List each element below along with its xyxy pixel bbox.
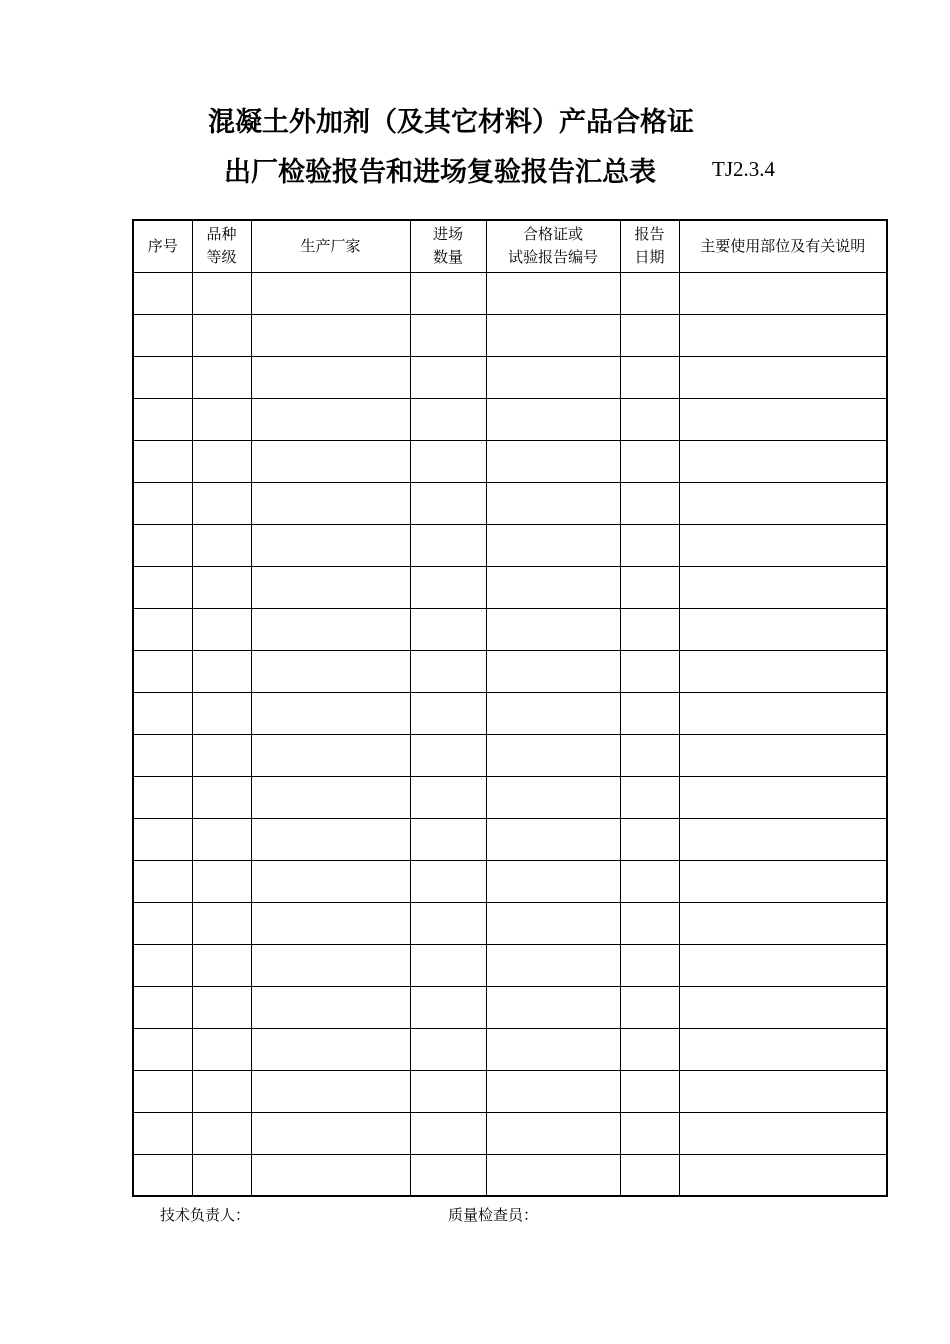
table-cell[interactable] xyxy=(192,650,251,692)
table-cell[interactable] xyxy=(620,314,679,356)
header-arrival-quantity: 进场 数量 xyxy=(410,220,486,272)
header-report-date: 报告 日期 xyxy=(620,220,679,272)
table-cell[interactable] xyxy=(192,1154,251,1196)
table-cell[interactable] xyxy=(133,1154,192,1196)
table-cell[interactable] xyxy=(679,1028,887,1070)
table-cell[interactable] xyxy=(251,776,410,818)
table-cell[interactable] xyxy=(486,860,620,902)
table-cell[interactable] xyxy=(251,986,410,1028)
table-cell[interactable] xyxy=(486,1154,620,1196)
table-cell[interactable] xyxy=(486,902,620,944)
table-cell[interactable] xyxy=(620,272,679,314)
header-variety-grade: 品种 等级 xyxy=(192,220,251,272)
table-cell[interactable] xyxy=(251,1112,410,1154)
table-cell[interactable] xyxy=(133,314,192,356)
table-row xyxy=(133,608,887,650)
table-row xyxy=(133,1154,887,1196)
table-cell[interactable] xyxy=(410,482,486,524)
header-certificate-number: 合格证或 试验报告编号 xyxy=(486,220,620,272)
summary-table xyxy=(132,219,888,1197)
table-cell[interactable] xyxy=(679,944,887,986)
table-cell[interactable] xyxy=(192,482,251,524)
table-cell[interactable] xyxy=(410,1112,486,1154)
document-title-line1: 混凝土外加剂（及其它材料）产品合格证 xyxy=(208,107,694,138)
table-cell[interactable] xyxy=(192,818,251,860)
table-row xyxy=(133,398,887,440)
table-cell[interactable] xyxy=(410,776,486,818)
table-cell[interactable] xyxy=(410,818,486,860)
table-row xyxy=(133,482,887,524)
table-cell[interactable] xyxy=(620,1028,679,1070)
table-cell[interactable] xyxy=(133,1070,192,1112)
table-cell[interactable] xyxy=(620,650,679,692)
table-cell[interactable] xyxy=(251,272,410,314)
table-cell[interactable] xyxy=(620,482,679,524)
table-cell[interactable] xyxy=(410,1070,486,1112)
table-cell[interactable] xyxy=(251,902,410,944)
table-cell[interactable] xyxy=(133,902,192,944)
table-cell[interactable] xyxy=(251,356,410,398)
table-cell[interactable] xyxy=(192,356,251,398)
table-cell[interactable] xyxy=(620,608,679,650)
table-row xyxy=(133,902,887,944)
table-cell[interactable] xyxy=(410,608,486,650)
table-cell[interactable] xyxy=(620,734,679,776)
table-cell[interactable] xyxy=(133,860,192,902)
table-cell[interactable] xyxy=(679,440,887,482)
table-body xyxy=(133,272,887,1196)
table-cell[interactable] xyxy=(486,398,620,440)
table-cell[interactable] xyxy=(486,1028,620,1070)
table-cell[interactable] xyxy=(251,860,410,902)
table-row xyxy=(133,650,887,692)
table-cell[interactable] xyxy=(133,1028,192,1070)
table-cell[interactable] xyxy=(620,692,679,734)
table-cell[interactable] xyxy=(410,272,486,314)
table-cell[interactable] xyxy=(192,944,251,986)
table-cell[interactable] xyxy=(620,986,679,1028)
table-cell[interactable] xyxy=(251,482,410,524)
table-cell[interactable] xyxy=(679,986,887,1028)
table-cell[interactable] xyxy=(192,692,251,734)
table-cell[interactable] xyxy=(679,272,887,314)
table-cell[interactable] xyxy=(679,692,887,734)
table-cell[interactable] xyxy=(133,482,192,524)
table-cell[interactable] xyxy=(410,398,486,440)
table-cell[interactable] xyxy=(620,524,679,566)
table-row xyxy=(133,440,887,482)
table-cell[interactable] xyxy=(486,944,620,986)
table-cell[interactable] xyxy=(679,356,887,398)
table-header-row xyxy=(133,220,887,272)
table-cell[interactable] xyxy=(410,1154,486,1196)
table-cell[interactable] xyxy=(679,734,887,776)
table-cell[interactable] xyxy=(192,986,251,1028)
table-cell[interactable] xyxy=(410,902,486,944)
table-cell[interactable] xyxy=(486,272,620,314)
table-cell[interactable] xyxy=(251,734,410,776)
table-cell[interactable] xyxy=(620,860,679,902)
table-cell[interactable] xyxy=(620,1112,679,1154)
table-cell[interactable] xyxy=(133,776,192,818)
table-cell[interactable] xyxy=(410,524,486,566)
table-cell[interactable] xyxy=(486,440,620,482)
inspector-label: 质量检查员： xyxy=(448,1206,539,1224)
table-cell[interactable] xyxy=(133,356,192,398)
table-cell[interactable] xyxy=(133,650,192,692)
table-cell[interactable] xyxy=(251,398,410,440)
table-cell[interactable] xyxy=(410,944,486,986)
table-cell[interactable] xyxy=(620,440,679,482)
table-cell[interactable] xyxy=(251,1070,410,1112)
table-cell[interactable] xyxy=(192,440,251,482)
table-cell[interactable] xyxy=(133,734,192,776)
table-cell[interactable] xyxy=(192,860,251,902)
table-cell[interactable] xyxy=(486,650,620,692)
table-cell[interactable] xyxy=(486,1112,620,1154)
table-cell[interactable] xyxy=(486,818,620,860)
table-cell[interactable] xyxy=(486,524,620,566)
table-cell[interactable] xyxy=(679,860,887,902)
table-cell[interactable] xyxy=(251,650,410,692)
table-cell[interactable] xyxy=(251,818,410,860)
table-cell[interactable] xyxy=(486,566,620,608)
table-cell[interactable] xyxy=(192,566,251,608)
header-usage-notes: 主要使用部位及有关说明 xyxy=(679,220,887,272)
table-cell[interactable] xyxy=(192,272,251,314)
table-cell[interactable] xyxy=(679,1112,887,1154)
table-cell[interactable] xyxy=(620,356,679,398)
table-row xyxy=(133,1112,887,1154)
table-cell[interactable] xyxy=(192,314,251,356)
table-cell[interactable] xyxy=(133,986,192,1028)
table-cell[interactable] xyxy=(192,524,251,566)
table-cell[interactable] xyxy=(251,608,410,650)
table-cell[interactable] xyxy=(486,1070,620,1112)
header-serial-no: 序号 xyxy=(133,220,192,272)
table-cell[interactable] xyxy=(192,1028,251,1070)
table-row xyxy=(133,1028,887,1070)
table-cell[interactable] xyxy=(679,776,887,818)
table-row xyxy=(133,356,887,398)
table-cell[interactable] xyxy=(133,1112,192,1154)
document-title-line2: 出厂检验报告和进场复验报告汇总表 xyxy=(224,157,656,188)
table-cell[interactable] xyxy=(410,692,486,734)
table-cell[interactable] xyxy=(410,986,486,1028)
table-row xyxy=(133,860,887,902)
table-row xyxy=(133,272,887,314)
table-cell[interactable] xyxy=(192,1070,251,1112)
table-cell[interactable] xyxy=(133,440,192,482)
table-row xyxy=(133,986,887,1028)
table-row xyxy=(133,524,887,566)
table-cell[interactable] xyxy=(251,314,410,356)
table-cell[interactable] xyxy=(486,986,620,1028)
table-cell[interactable] xyxy=(679,566,887,608)
table-cell[interactable] xyxy=(251,524,410,566)
tech-lead-label: 技术负责人： xyxy=(160,1206,251,1224)
table-cell[interactable] xyxy=(251,566,410,608)
table-cell[interactable] xyxy=(133,398,192,440)
table-cell[interactable] xyxy=(251,944,410,986)
table-cell[interactable] xyxy=(192,902,251,944)
table-cell[interactable] xyxy=(410,860,486,902)
table-cell[interactable] xyxy=(486,482,620,524)
table-cell[interactable] xyxy=(620,944,679,986)
table-cell[interactable] xyxy=(133,944,192,986)
table-cell[interactable] xyxy=(620,776,679,818)
table-row xyxy=(133,692,887,734)
table-cell[interactable] xyxy=(192,776,251,818)
table-cell[interactable] xyxy=(251,692,410,734)
table-cell[interactable] xyxy=(192,398,251,440)
table-cell[interactable] xyxy=(620,902,679,944)
table-cell[interactable] xyxy=(410,734,486,776)
table-cell[interactable] xyxy=(620,1154,679,1196)
table-cell[interactable] xyxy=(679,818,887,860)
table-cell[interactable] xyxy=(620,1070,679,1112)
table-cell[interactable] xyxy=(486,356,620,398)
table-row xyxy=(133,314,887,356)
table-cell[interactable] xyxy=(486,734,620,776)
table-cell[interactable] xyxy=(410,650,486,692)
table-cell[interactable] xyxy=(679,650,887,692)
table-cell[interactable] xyxy=(410,440,486,482)
table-cell[interactable] xyxy=(410,314,486,356)
table-row xyxy=(133,944,887,986)
table-cell[interactable] xyxy=(192,1112,251,1154)
table-cell[interactable] xyxy=(486,314,620,356)
header-manufacturer: 生产厂家 xyxy=(251,220,410,272)
table-cell[interactable] xyxy=(679,1070,887,1112)
table-cell[interactable] xyxy=(410,1028,486,1070)
table-row xyxy=(133,566,887,608)
table-cell[interactable] xyxy=(620,398,679,440)
table-cell[interactable] xyxy=(133,566,192,608)
table-cell[interactable] xyxy=(679,902,887,944)
form-code: TJ2.3.4 xyxy=(712,157,775,181)
table-row xyxy=(133,818,887,860)
table-cell[interactable] xyxy=(410,356,486,398)
table-cell[interactable] xyxy=(679,1154,887,1196)
table-cell[interactable] xyxy=(679,482,887,524)
table-cell[interactable] xyxy=(133,818,192,860)
table-cell[interactable] xyxy=(620,566,679,608)
table-cell[interactable] xyxy=(410,566,486,608)
table-row xyxy=(133,734,887,776)
table-cell[interactable] xyxy=(251,1028,410,1070)
table-cell[interactable] xyxy=(133,272,192,314)
table-cell[interactable] xyxy=(251,440,410,482)
table-cell[interactable] xyxy=(192,608,251,650)
table-cell[interactable] xyxy=(486,608,620,650)
table-cell[interactable] xyxy=(133,524,192,566)
table-cell[interactable] xyxy=(486,692,620,734)
table-cell[interactable] xyxy=(620,818,679,860)
table-cell[interactable] xyxy=(679,314,887,356)
table-row xyxy=(133,776,887,818)
table-cell[interactable] xyxy=(486,776,620,818)
table-cell[interactable] xyxy=(679,524,887,566)
table-cell[interactable] xyxy=(679,608,887,650)
table-cell[interactable] xyxy=(133,608,192,650)
table-cell[interactable] xyxy=(192,734,251,776)
table-cell[interactable] xyxy=(133,692,192,734)
table-cell[interactable] xyxy=(679,398,887,440)
table-cell[interactable] xyxy=(251,1154,410,1196)
table-row xyxy=(133,1070,887,1112)
